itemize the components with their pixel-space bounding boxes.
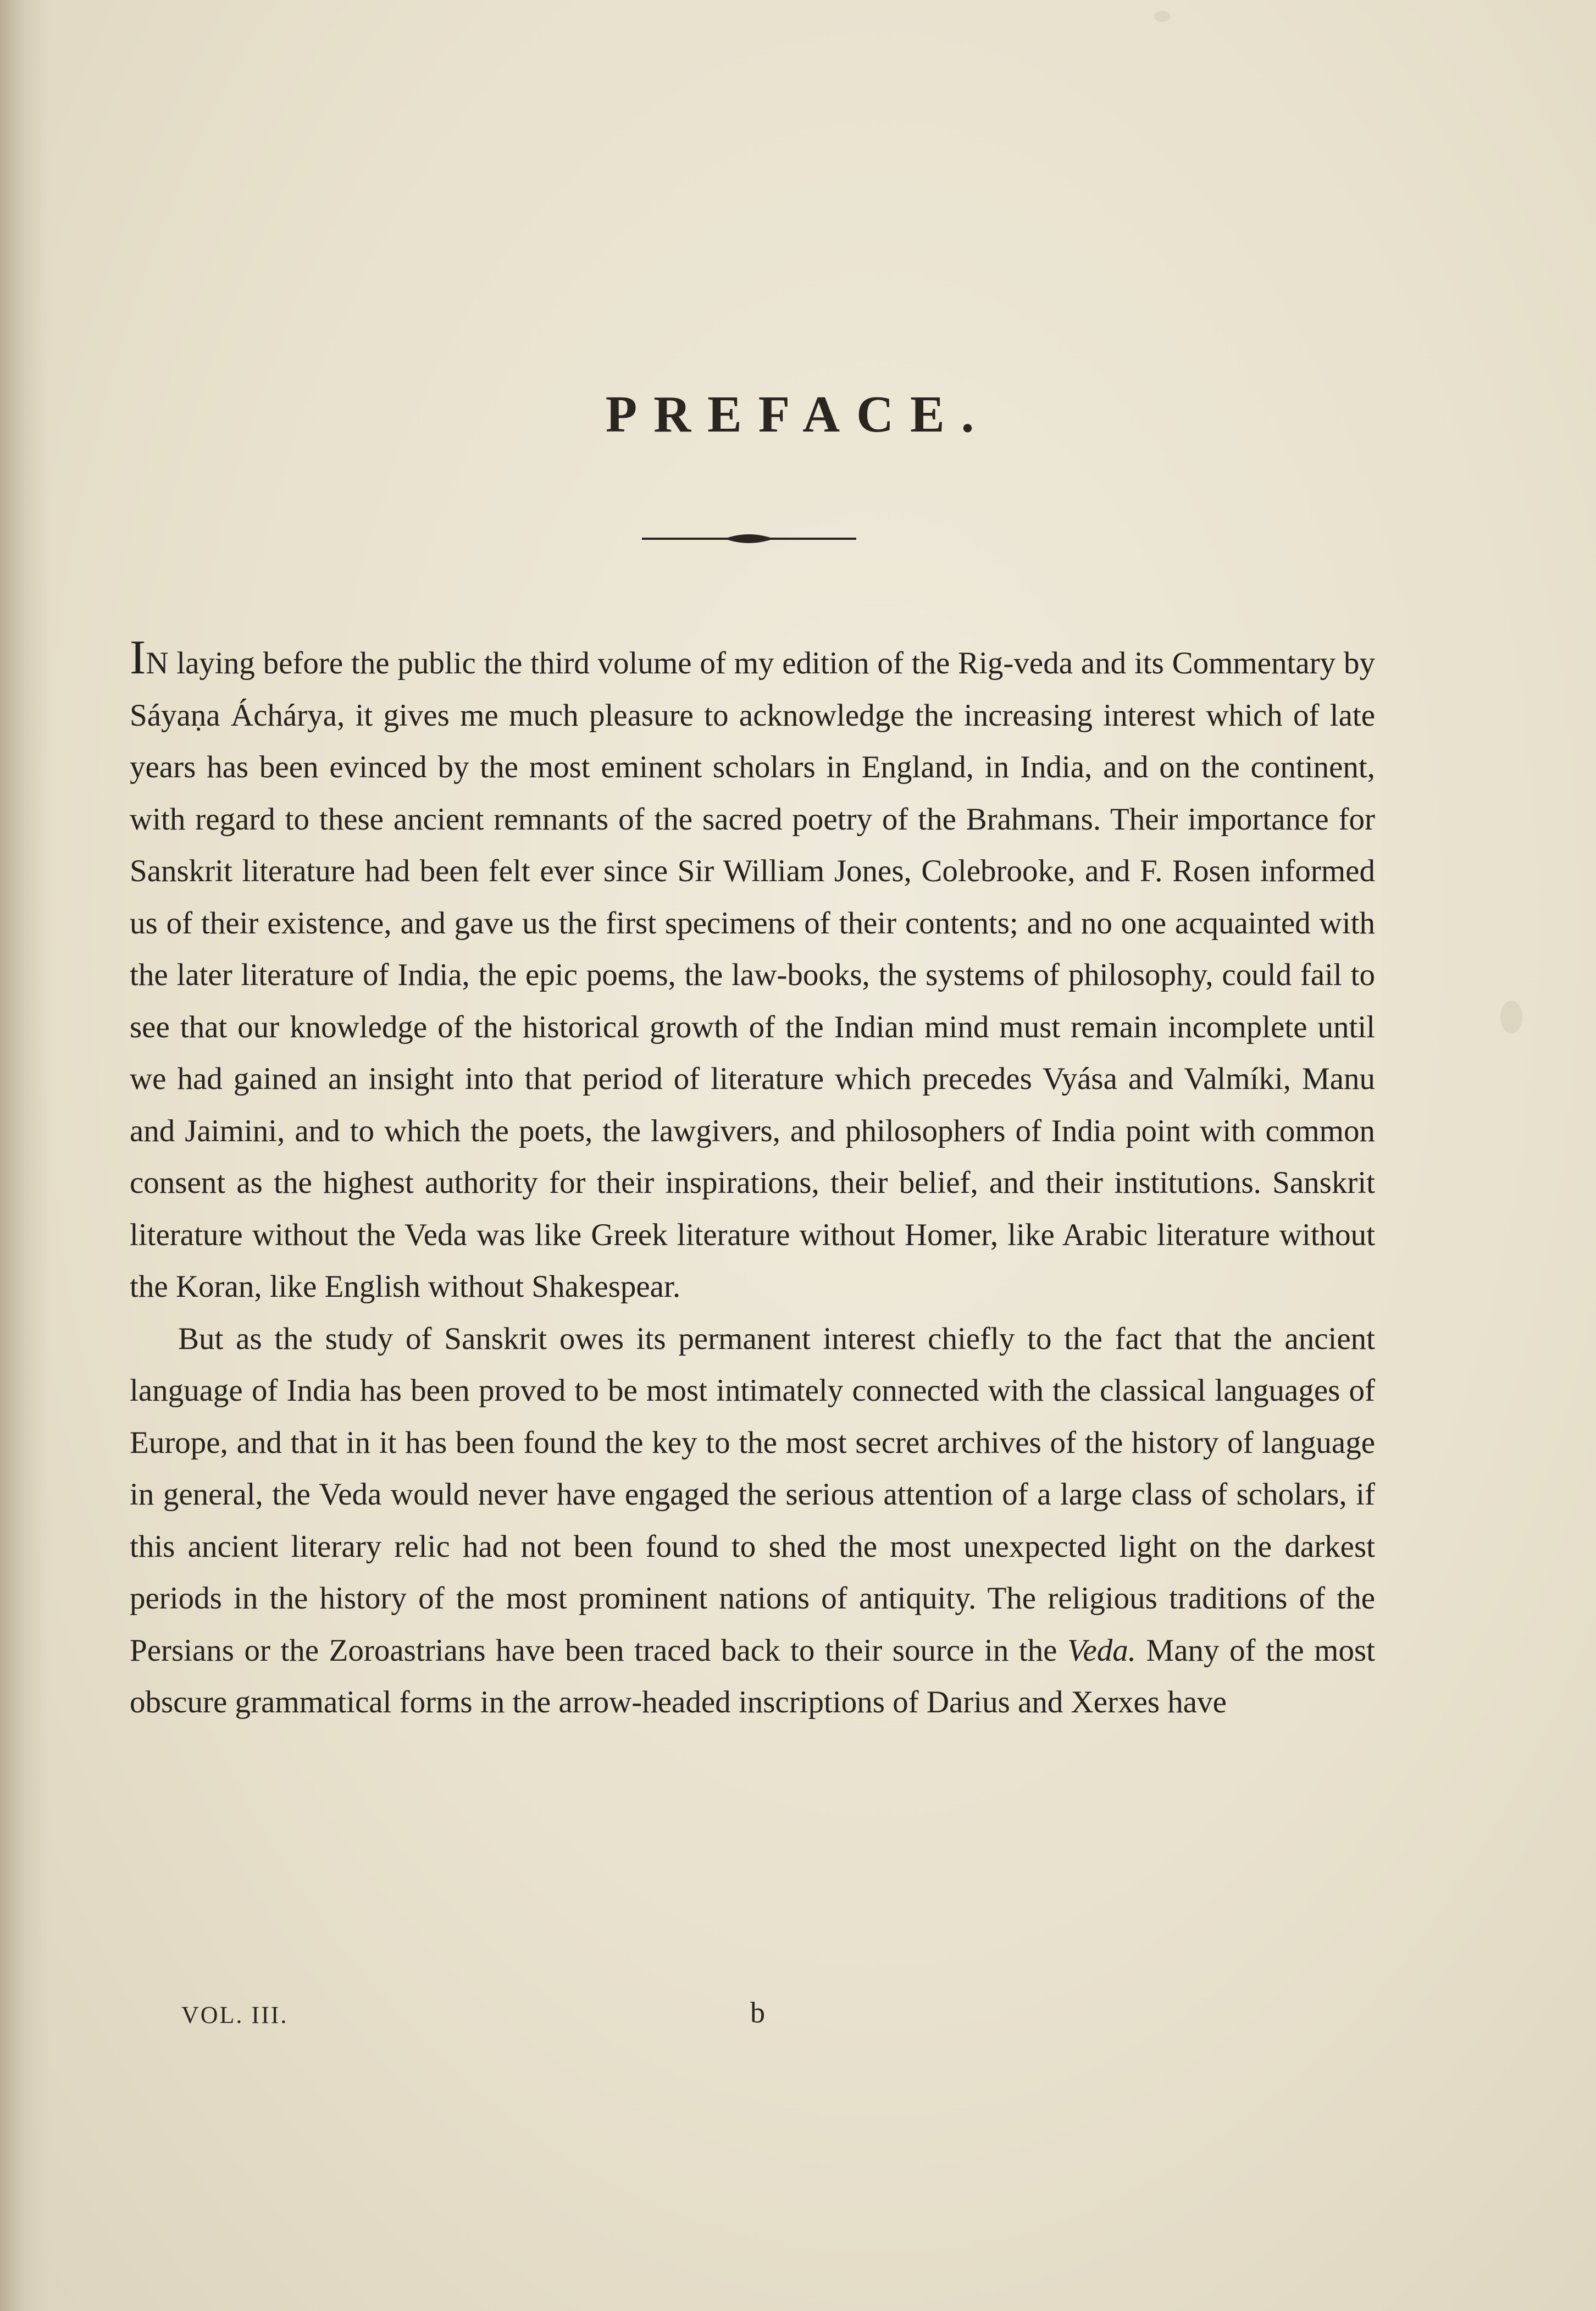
initial-rest: N [146,646,169,681]
ornament-rule-icon [642,528,856,550]
paragraph-1-text: laying before the public the third volume of my edition of the Rig-veda and its Commentary by Sáyaṇa Áchárya, it gives me much pleasure to acknowledge the increasing interest which of late years has been evinced by the most eminent scholars in England, in India, and on the continent, with regard to these ancient remnants of the sacred poetry of the Brahmans. Their importance for Sanskrit literature had been felt ever since Sir William Jones, Colebrooke, and F. Rosen informed us of their existence, and gave us the first specimens of their contents; and no one acquainted with the later literature of India, the epic poems, the law-books, the systems of philosophy, could fail to see that our knowledge of the historical growth of the Indian mind must remain incomplete until we had gained an insight into that period of literature which precedes Vyása and Valmíki, Manu and Jaimini, and to which the poets, the lawgivers, and philosophers of India point with common consent as the highest authority for their inspirations, their belief, and their institutions. Sanskrit literature without the Veda was like Greek literature without Homer, like Arabic literature without the Koran, like English without Shakespear. [130,646,1375,1304]
footer-volume: VOL. III. [181,2002,289,2028]
initial-letter: I [130,631,146,684]
page-title: PREFACE. [605,386,991,443]
paragraph-2 [130,1313,1375,1729]
paragraph-2-text-end: Many of the most obscure grammatical forms in the arrow-headed inscriptions of Darius and Xerxes have [130,1633,1375,1720]
gutter-shadow [0,0,49,2311]
page-smudge [1500,1000,1522,1033]
body-text [130,631,1375,1729]
italic-veda: Veda. [1067,1633,1137,1668]
page-smudge [1154,11,1171,22]
paragraph-2-text: But as the study of Sanskrit owes its permanent interest chiefly to the fact that the ancient language of India has been proved to be most intimately connected with the classical languages of Europe, and that in it has been found the key to the most secret archives of the history of language in general, the Veda would never have engaged the serious attention of a large class of scholars, if this ancient literary relic had not been found to shed the most unexpected light on the darkest periods in the history of the most prominent nations of antiquity. The religious traditions of the Persians or the Zoroastrians have been traced back to their source in the [130,1321,1375,1668]
paragraph-1 [130,631,1375,1313]
footer-signature: b [750,1996,765,2029]
